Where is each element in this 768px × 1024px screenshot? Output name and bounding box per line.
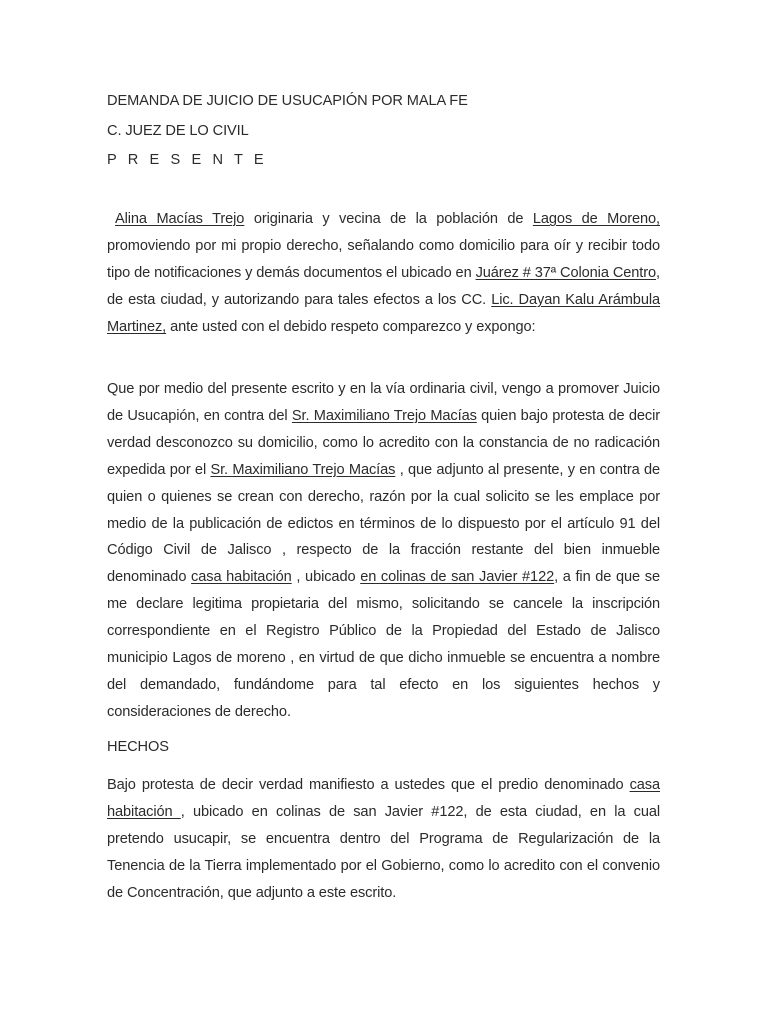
paragraph-text: originaria y vecina de la población de (244, 211, 533, 227)
paragraph-text: quien bajo protesta de decir verdad desconozco su domicilio, como lo acredito con la constancia de no radicación expedida por el (107, 407, 660, 478)
paragraph-intro (107, 206, 660, 341)
paragraph-text: , de esta ciudad, y autorizando para tales efectos a los CC. (107, 264, 660, 308)
paragraph-text: , ubicado en colinas de san Javier #122, de esta ciudad, en la cual pretendo usucapir, se encuentra dentro del Programa de Regularización de la Tenencia de la Tierra implementado por el Gobierno, como lo acredito con el convenio de Concentración, que adjunto a este escrito. (107, 803, 660, 901)
defendant-name: Sr. Maximiliano Trejo Macías (291, 407, 477, 424)
paragraph-text: Que por medio del presente escrito y en la vía ordinaria civil, vengo a promover Juicio de Usucapión, en contra del (107, 381, 660, 424)
document-title: DEMANDA DE JUICIO DE USUCAPIÓN POR MALA FE (107, 93, 468, 109)
paragraph-text: Bajo protesta de decir verdad manifiesto a ustedes que el predio denominado (107, 777, 630, 793)
paragraph-facts (107, 772, 660, 907)
attorney-name: Lic. Dayan Kalu Arámbula Martinez, (107, 291, 660, 335)
paragraph-text: ante usted con el debido respeto comparezco y expongo: (166, 318, 536, 335)
property-name: casa habitación (107, 777, 660, 820)
hechos-heading: HECHOS (107, 739, 169, 755)
property-name: casa habitación (191, 569, 292, 586)
town-name: Lagos de Moreno, (532, 211, 660, 227)
plaintiff-name: Alina Macías Trejo (115, 211, 245, 227)
defendant-name: Sr. Maximiliano Trejo Macías (210, 461, 396, 478)
paragraph-text: promoviendo por mi propio derecho, señalando como domicilio para oír y recibir todo tipo de notificaciones y demás documentos el ubicado en (107, 237, 660, 281)
property-location: en colinas de san Javier #122 (360, 569, 555, 586)
paragraph-petition (107, 376, 660, 726)
presente-line: P R E S E N T E (107, 152, 268, 168)
paragraph-text: , que adjunto al presente, y en contra de quien o quienes se crean con derecho, razón por la cual solicito se les emplace por medio de la publicación de edictos en términos de lo dispuesto por el artículo 91 del Código Civil de Jalisco , respecto de la fracción restante del bien inmueble denominado (107, 461, 660, 586)
paragraph-text: , a fin de que se me declare legitima propietaria del mismo, solicitando se cancele la inscripción correspondiente en el Registro Público de la Propiedad del Estado de Jalisco municipio Lagos de moreno , en virtud de que dicho inmueble se encuentra a nombre del demandado, fundándome para tal efecto en los siguientes hechos y consideraciones de derecho. (107, 569, 660, 720)
paragraph-text: , ubicado (291, 569, 361, 586)
address: Juárez # 37ª Colonia Centro (475, 264, 657, 281)
addressee: C. JUEZ DE LO CIVIL (107, 123, 249, 139)
